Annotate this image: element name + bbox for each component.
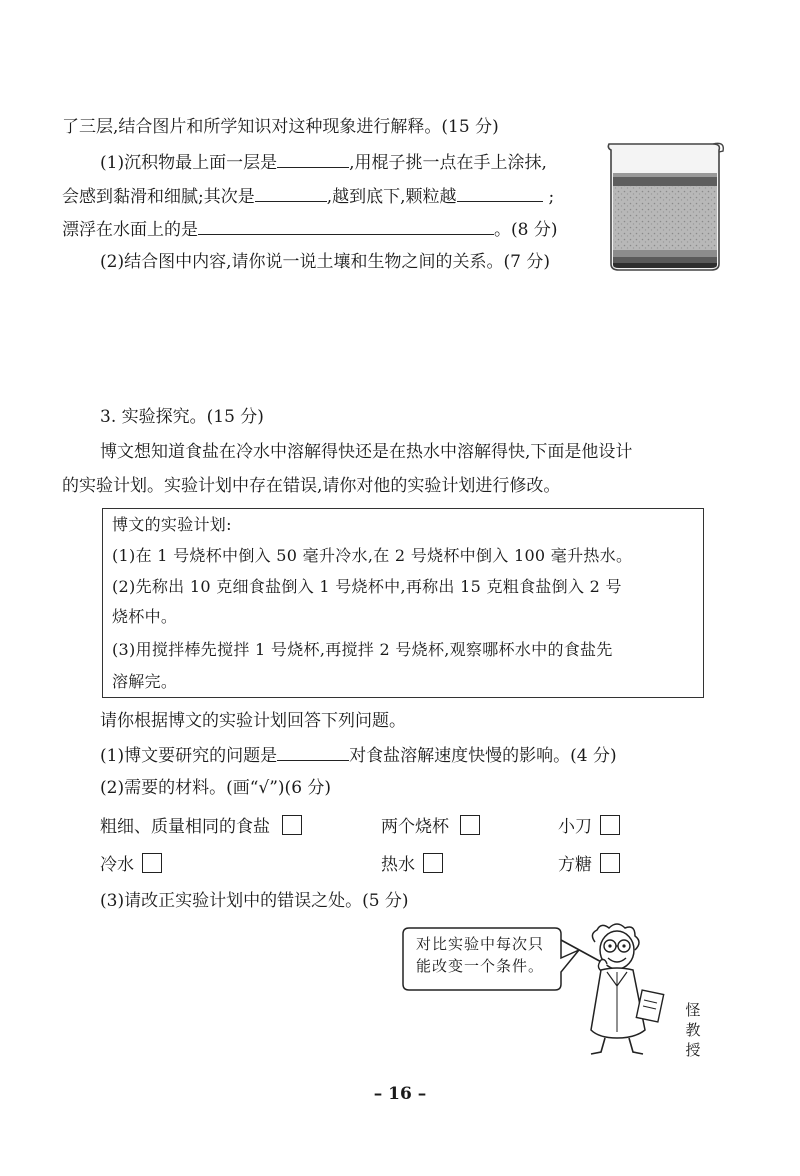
q2-intro: 了三层,结合图片和所学知识对这种现象进行解释。(15 分) <box>62 117 499 137</box>
plan-step-2-line2: 烧杯中。 <box>112 607 178 626</box>
q2-part1-line1 <box>100 151 547 173</box>
q2-part1-text-c: 会感到黏滑和细腻;其次是 <box>62 187 255 207</box>
q3-sub1-text-a: (1)博文要研究的问题是 <box>100 746 278 766</box>
material-label-sugar-cube: 方糖 <box>558 855 592 875</box>
plan-heading: 博文的实验计划: <box>112 515 232 534</box>
material-label-knife: 小刀 <box>558 817 592 837</box>
q3-title: 3. 实验探究。(15 分) <box>100 407 264 427</box>
q2-part1-text-b: ,用棍子挑一点在手上涂抹, <box>349 153 547 173</box>
material-checkbox-hot-water[interactable] <box>423 853 443 873</box>
beaker-sediment-image <box>605 142 727 274</box>
page-number: – 16 – <box>373 1084 427 1104</box>
answer-blank-floating[interactable] <box>198 218 494 235</box>
material-checkbox-beakers[interactable] <box>460 815 480 835</box>
material-label-hot-water: 热水 <box>381 855 415 875</box>
professor-name-char-1: 怪 <box>685 1001 701 1019</box>
q2-part2: (2)结合图中内容,请你说一说土壤和生物之间的关系。(7 分) <box>100 252 550 272</box>
material-label-salt: 粗细、质量相同的食盐 <box>100 817 270 837</box>
q2-part1-text-g: 。(8 分) <box>494 220 558 240</box>
q3-sub2: (2)需要的材料。(画“√”)(6 分) <box>100 778 332 798</box>
q3-sub3: (3)请改正实验计划中的错误之处。(5 分) <box>100 891 409 911</box>
q2-part1-text-a: (1)沉积物最上面一层是 <box>100 153 278 173</box>
q2-part1-line2 <box>62 185 554 207</box>
professor-name-char-2: 教 <box>685 1021 701 1039</box>
professor-name-char-3: 授 <box>685 1041 701 1059</box>
q3-prompt: 请你根据博文的实验计划回答下列问题。 <box>100 711 406 731</box>
material-checkbox-salt[interactable] <box>282 815 302 835</box>
q2-part1-line3 <box>62 218 557 240</box>
material-checkbox-sugar-cube[interactable] <box>600 853 620 873</box>
plan-step-3-line1: (3)用搅拌棒先搅拌 1 号烧杯,再搅拌 2 号烧杯,观察哪杯水中的食盐先 <box>112 640 613 659</box>
q3-sub1 <box>100 744 617 766</box>
answer-blank-particle-size[interactable] <box>457 185 543 202</box>
answer-blank-top-layer[interactable] <box>277 151 349 168</box>
plan-step-2-line1: (2)先称出 10 克细食盐倒入 1 号烧杯中,再称出 15 克粗食盐倒入 2 号 <box>112 577 622 596</box>
answer-blank-research-variable[interactable] <box>277 744 349 761</box>
plan-step-1: (1)在 1 号烧杯中倒入 50 毫升冷水,在 2 号烧杯中倒入 100 毫升热水。 <box>112 546 633 565</box>
q2-part1-text-f: 漂浮在水面上的是 <box>62 220 198 240</box>
q3-sub1-text-b: 对食盐溶解速度快慢的影响。(4 分) <box>349 746 617 766</box>
q3-description-line1: 博文想知道食盐在冷水中溶解得快还是在热水中溶解得快,下面是他设计 <box>100 442 633 462</box>
answer-blank-second-layer[interactable] <box>255 185 327 202</box>
speech-bubble-line2: 能改变一个条件。 <box>416 957 545 975</box>
q3-description-line2: 的实验计划。实验计划中存在错误,请你对他的实验计划进行修改。 <box>62 476 561 496</box>
speech-bubble-line1: 对比实验中每次只 <box>416 935 545 953</box>
q2-part1-text-d: ,越到底下,颗粒越 <box>326 187 457 207</box>
q2-part1-text-e: ; <box>548 187 555 207</box>
material-label-cold-water: 冷水 <box>100 855 134 875</box>
experiment-plan-box <box>102 508 704 698</box>
plan-step-3-line2: 溶解完。 <box>112 672 178 691</box>
material-checkbox-knife[interactable] <box>600 815 620 835</box>
material-label-beakers: 两个烧杯 <box>381 817 449 837</box>
material-checkbox-cold-water[interactable] <box>142 853 162 873</box>
